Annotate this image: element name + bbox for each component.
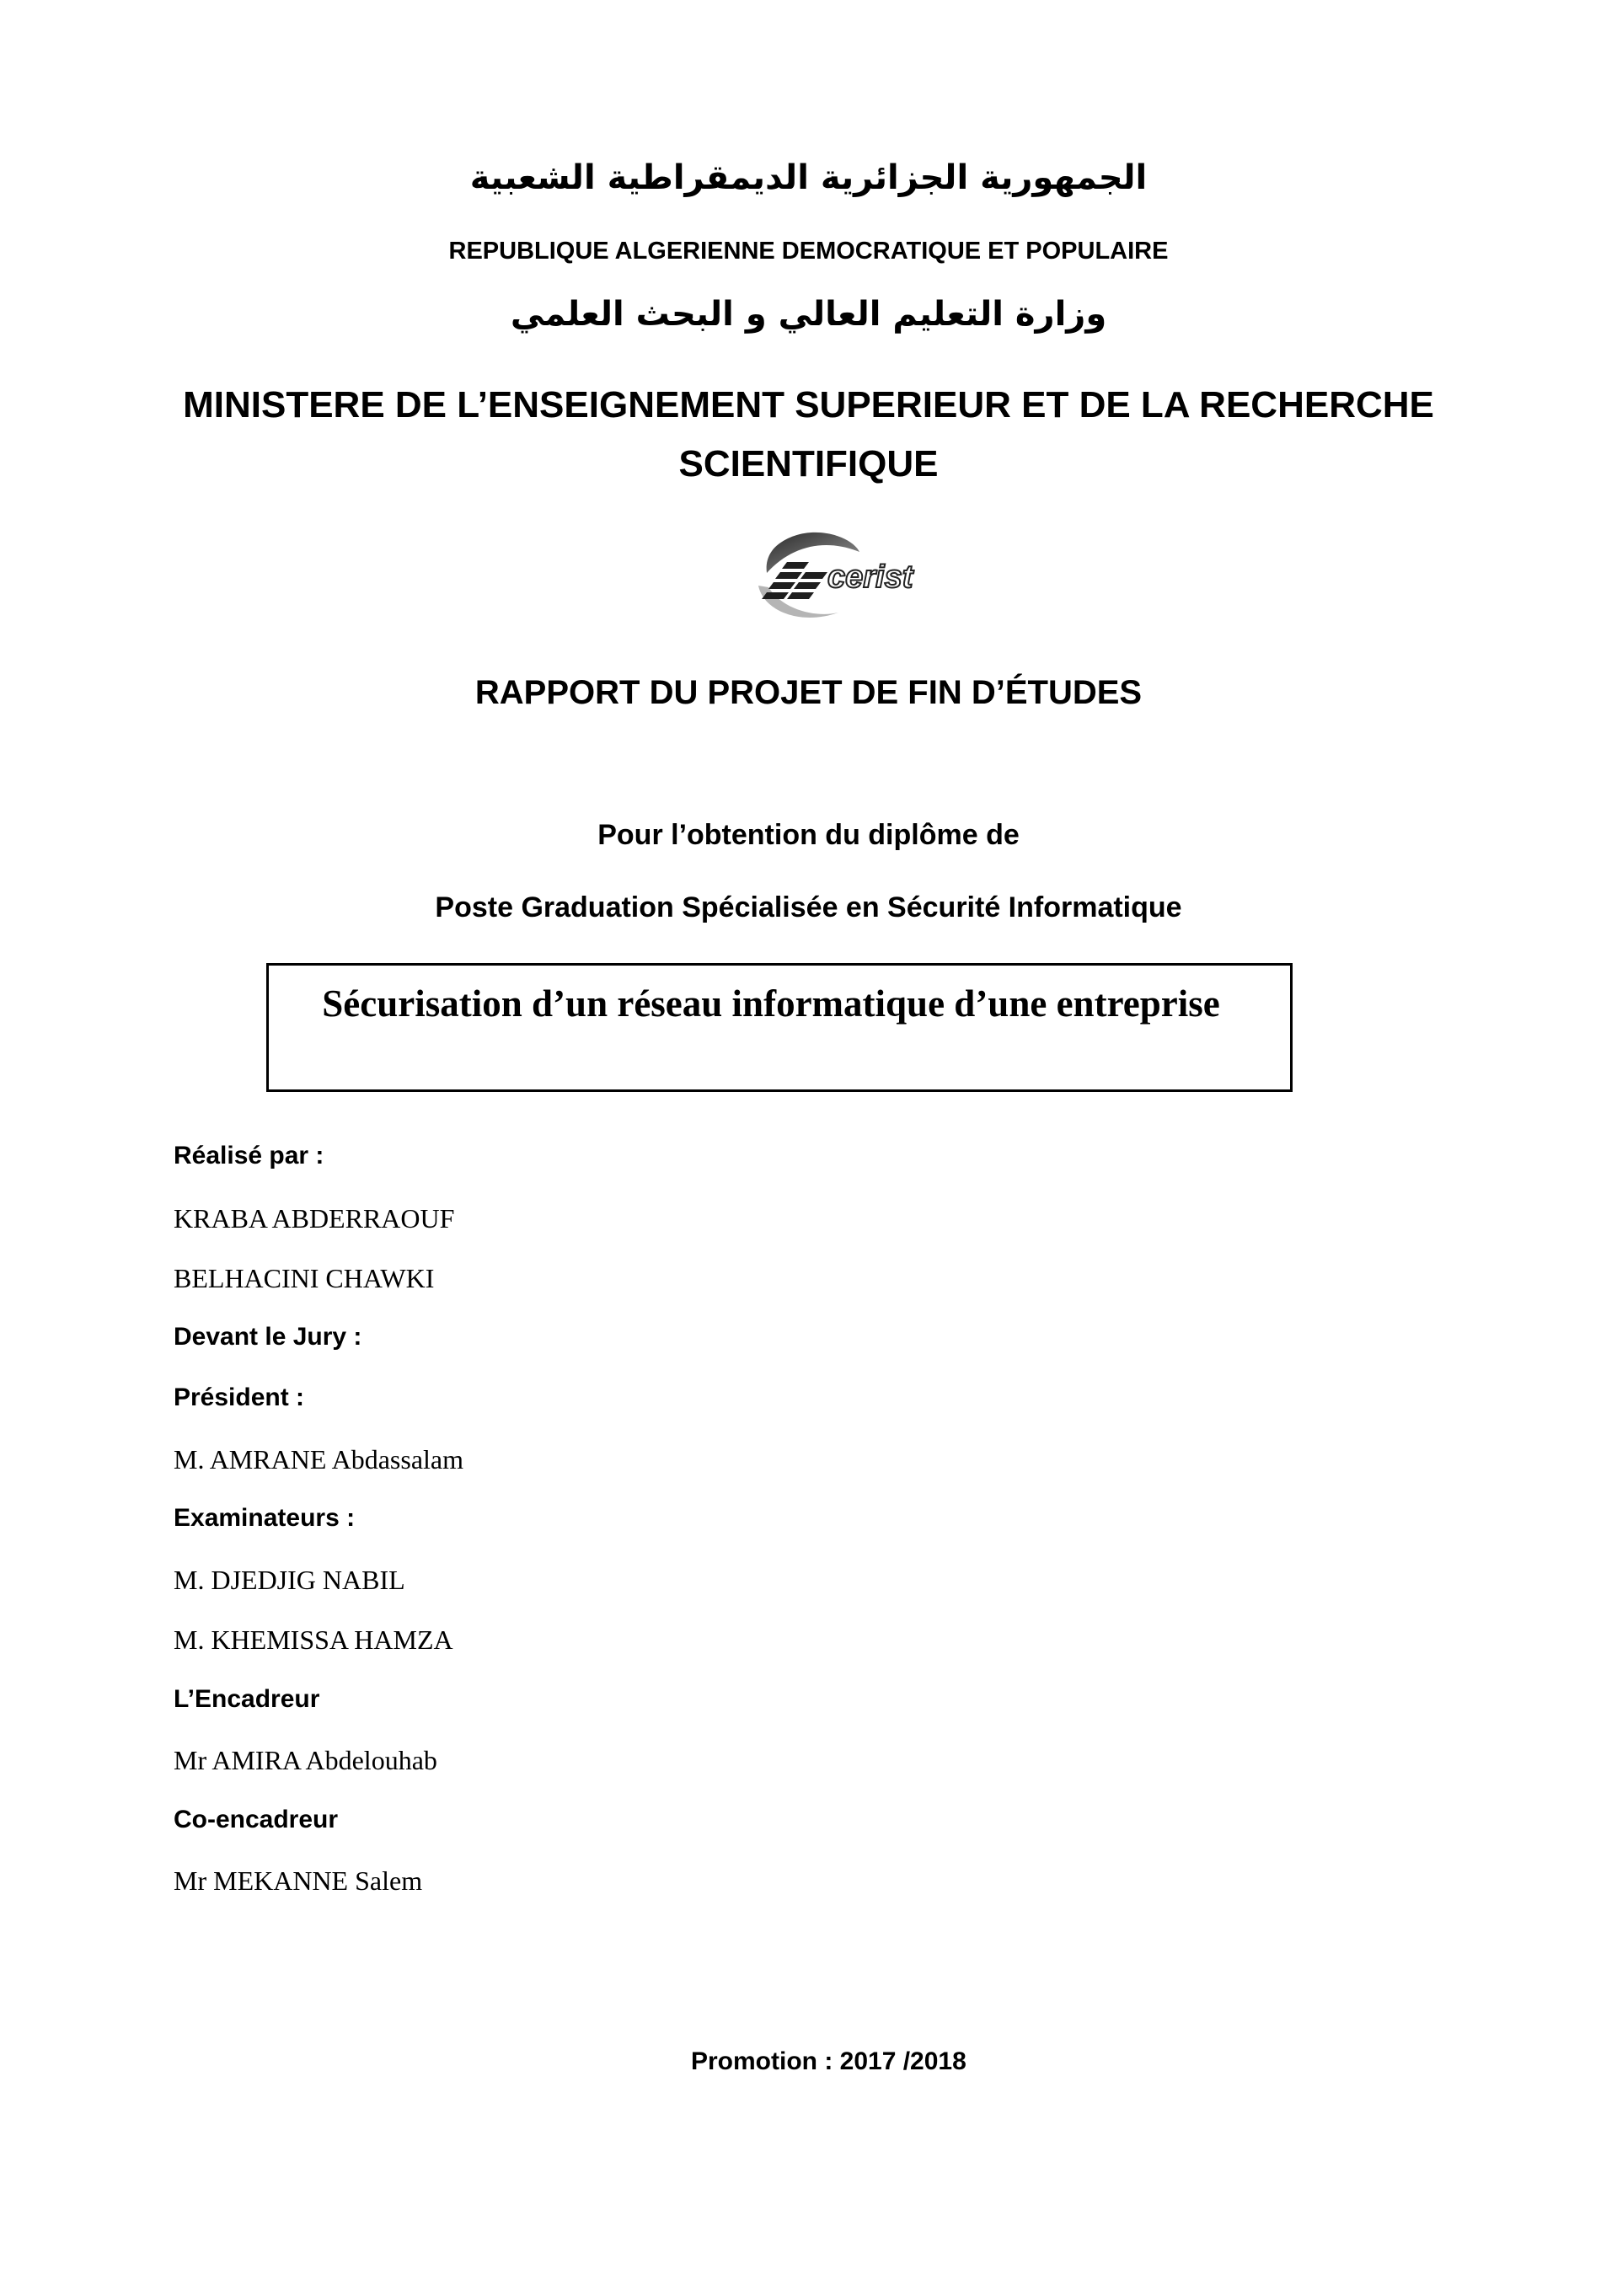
authors-label: Réalisé par : xyxy=(174,1142,324,1169)
cosupervisor-label: Co-encadreur xyxy=(174,1806,339,1833)
president-name: M. AMRANE Abdassalam xyxy=(174,1444,463,1474)
ministry-title-line-1: MINISTERE DE L’ENSEIGNEMENT SUPERIEUR ET DE LA RECHERCHE xyxy=(183,384,1434,425)
thesis-title: Sécurisation d’un réseau informatique d’une entreprise xyxy=(322,982,1220,1025)
author-name: BELHACINI CHAWKI xyxy=(174,1263,435,1293)
examiner-name: M. DJEDJIG NABIL xyxy=(174,1565,405,1595)
examiners-label: Examinateurs : xyxy=(174,1504,356,1532)
cerist-logo-wordmark: cerist xyxy=(827,559,913,595)
president-label: Président : xyxy=(174,1383,305,1411)
cerist-logo-icon xyxy=(733,527,944,628)
supervisor-name: Mr AMIRA Abdelouhab xyxy=(174,1745,437,1775)
republic-title-french: REPUBLIQUE ALGERIENNE DEMOCRATIQUE ET POPULAIRE xyxy=(448,238,1169,265)
republic-title-arabic: الجمهورية الجزائرية الديمقراطية الشعبية xyxy=(469,158,1148,197)
degree-name: Poste Graduation Spécialisée en Sécurité Informatique xyxy=(435,891,1182,923)
thesis-title-box xyxy=(266,963,1293,1092)
cosupervisor-name: Mr MEKANNE Salem xyxy=(174,1865,423,1896)
author-name: KRABA ABDERRAOUF xyxy=(174,1203,455,1234)
jury-label: Devant le Jury : xyxy=(174,1323,362,1351)
cerist-logo xyxy=(733,527,944,628)
promotion-year: Promotion : 2017 /2018 xyxy=(691,2047,966,2075)
ministry-title-line-2: SCIENTIFIQUE xyxy=(678,443,939,484)
supervisor-label: L’Encadreur xyxy=(174,1685,320,1713)
report-title: RAPPORT DU PROJET DE FIN D’ÉTUDES xyxy=(474,674,1143,711)
ministry-title-french xyxy=(0,376,1617,494)
degree-intro: Pour l’obtention du diplôme de xyxy=(597,819,1020,851)
examiner-name: M. KHEMISSA HAMZA xyxy=(174,1624,453,1655)
ministry-title-arabic: وزارة التعليم العالي و البحث العلمي xyxy=(510,295,1107,334)
